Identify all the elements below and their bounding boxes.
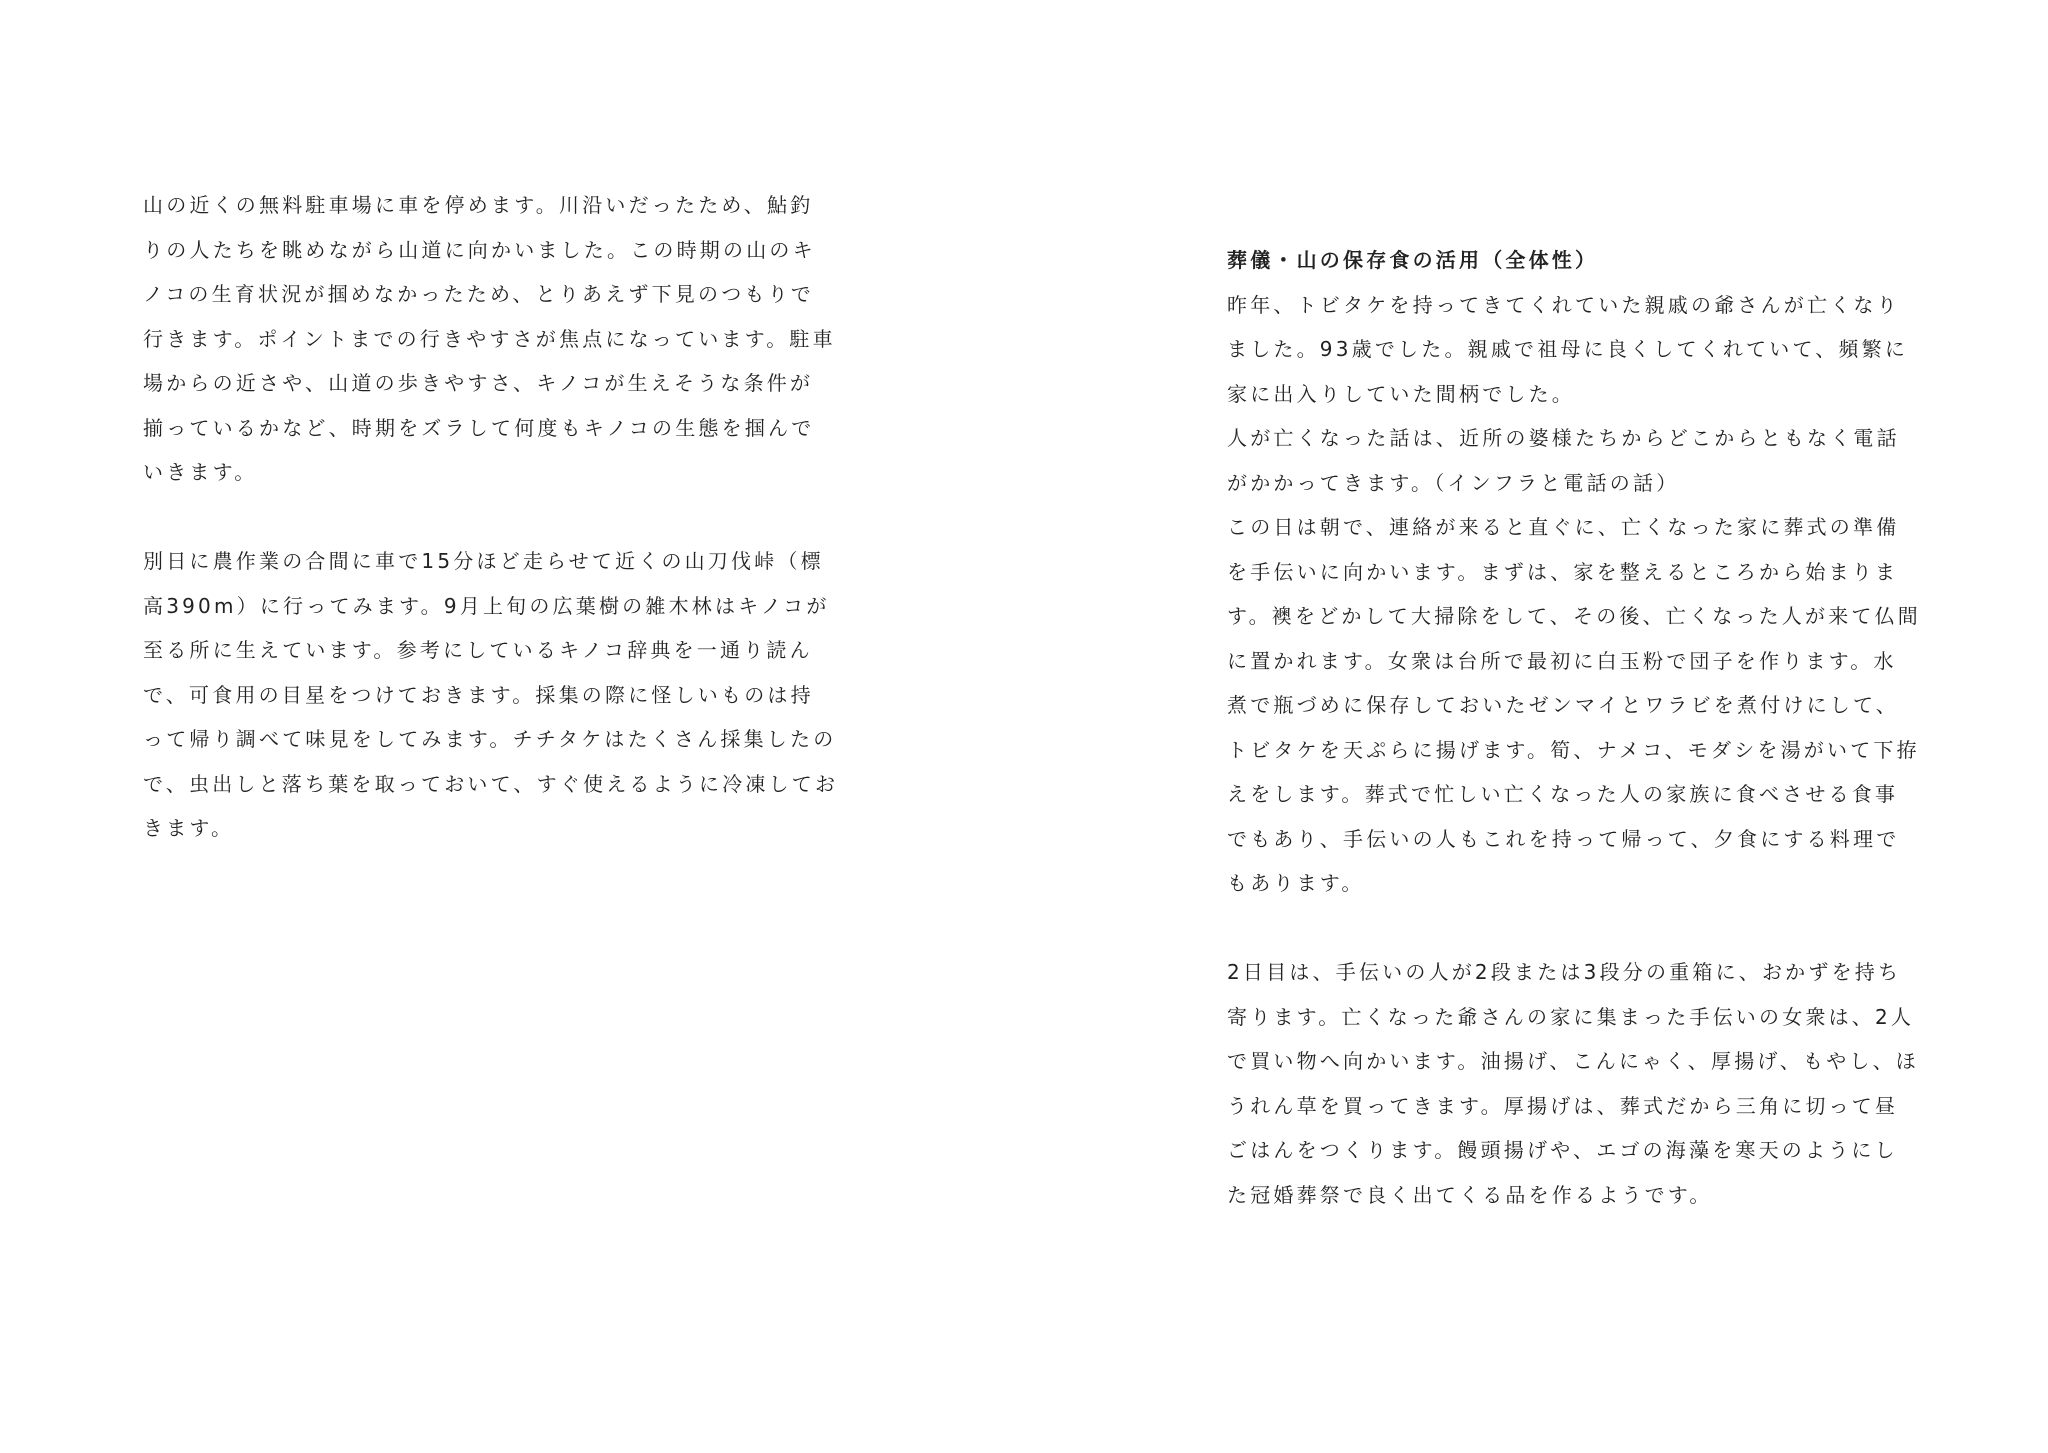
body-paragraph: 昨年、トビタケを持ってきてくれていた親戚の爺さんが亡くなり ました。93歳でした。親戚で祖母に良くしてくれていて、頻繁に 家に出入りしていた間柄でした。 人が亡くなった話は、近所の婆様たちからどこからともなく電話 がかかってきます。（インフラと電話の話） この日は朝で、連絡が来ると直ぐに、亡くなった家に葬式の準備 を手伝いに向かいます。まずは、家を整えるところから始まりま す。襖をどかして大掃除をして、その後、亡くなった人が来て仏間 に置かれます。女衆は台所で最初に白玉粉で団子を作ります。水 煮で瓶づめに保存しておいたゼンマイとワラビを煮付けにして、 トビタケを天ぷらに揚げます。筍、ナメコ、モダシを湯がいて下拵 えをします。葬式で忙しい亡くなった人の家族に食べさせる食事 でもあり、手伝いの人もこれを持って帰って、夕食にする料理で もあります。: [1227, 292, 1921, 895]
right-page: [1024, 0, 2048, 1453]
paragraph-gap: [143, 495, 843, 540]
right-text-column: [1227, 238, 1927, 1217]
section-heading: 葬儀・山の保存食の活用（全体性）: [1227, 248, 1599, 272]
body-paragraph: 別日に農作業の合間に車で15分ほど走らせて近くの山刀伐峠（標 高390m）に行ってみます。9月上旬の広葉樹の雑木林はキノコが 至る所に生えています。参考にしているキノコ辞典を一通り読ん で、可食用の目星をつけておきます。採集の際に怪しいものは持 って帰り調べて味見をしてみます。チチタケはたくさん採集したの で、虫出しと落ち葉を取っておいて、すぐ使えるように冷凍してお きます。: [143, 549, 839, 840]
body-paragraph: 山の近くの無料駐車場に車を停めます。川沿いだったため、鮎釣 りの人たちを眺めながら山道に向かいました。この時期の山のキ ノコの生育状況が掴めなかったため、とりあえず下見のつもりで 行きます。ポイントまでの行きやすさが焦点になっています。駐車 場からの近さや、山道の歩きやすさ、キノコが生えそうな条件が 揃っているかなど、時期をズラして何度もキノコの生態を掴んで いきます。: [143, 193, 836, 484]
left-text-column: [143, 183, 843, 851]
body-paragraph: 2日目は、手伝いの人が2段または3段分の重箱に、おかずを持ち 寄ります。亡くなった爺さんの家に集まった手伝いの女衆は、2人 で買い物へ向かいます。油揚げ、こんにゃく、厚揚げ、もやし、ほ うれん草を買ってきます。厚揚げは、葬式だから三角に切って昼 ごはんをつくります。饅頭揚げや、エゴの海藻を寒天のようにし た冠婚葬祭で良く出てくる品を作るようです。: [1227, 960, 1919, 1207]
paragraph-gap: [1227, 906, 1927, 951]
